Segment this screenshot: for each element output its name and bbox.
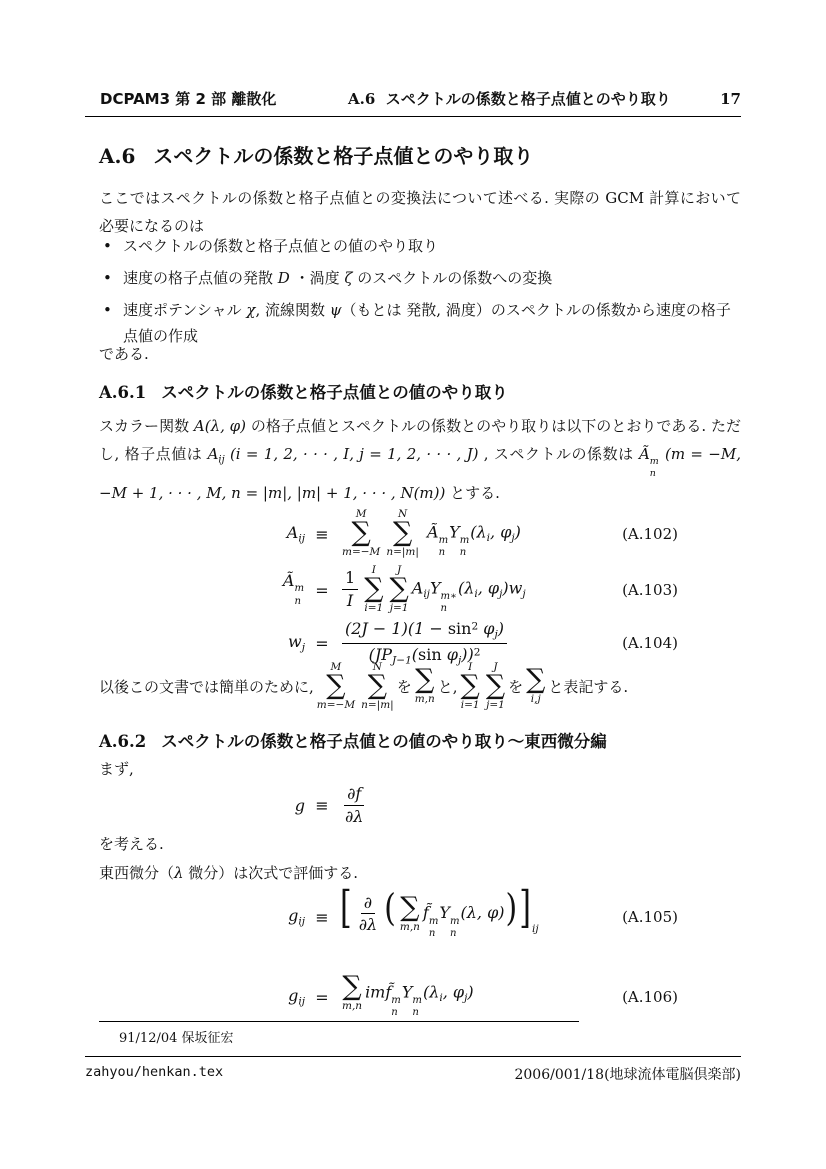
equation-rhs xyxy=(339,784,739,825)
list-item xyxy=(99,297,739,349)
sigma-symbol: ∑ xyxy=(389,573,409,605)
bullet-icon: • xyxy=(103,301,112,319)
numerator: ∂f xyxy=(344,784,364,805)
math-supsub: m n xyxy=(438,534,449,559)
math-subscript: ij xyxy=(531,923,539,936)
equation-a106 xyxy=(99,971,739,1020)
equation-lhs: $g_{ij}$ xyxy=(288,906,305,928)
left-paren: ( xyxy=(384,886,396,931)
summation: I ∑ i=1 xyxy=(460,661,480,711)
math-supsub: m n xyxy=(412,994,422,1019)
subsection-number: A.6.2 xyxy=(99,732,147,751)
section-title: スペクトルの係数と格子点値とのやり取り xyxy=(153,144,534,168)
math-var: D xyxy=(277,269,290,287)
notation-paragraph xyxy=(99,658,741,714)
body-text: を考える. xyxy=(99,835,164,853)
sigma-symbol: ∑ xyxy=(485,670,506,702)
equation-lhs: $A_{ij}$ xyxy=(286,523,305,545)
denominator: ($JP_{J-1}(\sin$ $\varphi_j))^2$ xyxy=(368,644,481,667)
summation: ∑ m,n xyxy=(414,664,435,705)
list-item-text: 速度ポテンシャル χ, 流線関数 ψ（もとは 発散, 渦度）のスペクトルの係数から速度の格子点値の作成 xyxy=(123,301,731,345)
subsection-heading-a61 xyxy=(99,379,508,403)
notation-text: を xyxy=(396,677,412,696)
equation-rhs: ∑ m,n imf̃ m n Y m n ($\lambda_i$, $\varphi_j$) xyxy=(342,971,474,1019)
list-item-text: 速度の格子点値の発散 D ・渦度 ζ のスペクトルの係数への変換 xyxy=(123,269,553,287)
math-supsub: m n xyxy=(649,455,659,479)
equation-a103 xyxy=(99,562,739,618)
equation-lhs: $w_j$ xyxy=(288,632,305,654)
body-paragraph: スカラー関数 A(λ, φ) の格子点値とスペクトルの係数とのやり取りは以下のとおりである. ただし, 格子点値は $A_{ij}$ (i = 1, 2, · · · , I, j = 1, 2, · · · , J) , スペクトルの係数は Ã m n (m = −M, −M + 1, · · · , M, n = |m|, |m| + 1, · · · , N(m)) とする. xyxy=(99,417,741,503)
summation: J ∑ j=1 xyxy=(389,564,409,614)
sigma-symbol: ∑ xyxy=(460,670,480,702)
header-section-number: A.6 xyxy=(348,90,376,108)
equation-a105 xyxy=(99,883,739,946)
left-bracket: [ xyxy=(340,883,352,935)
equation-a102 xyxy=(99,506,739,562)
math-var: A xyxy=(207,445,219,463)
summation: ∑ m,n xyxy=(342,971,363,1012)
summation: N ∑ n=|m| xyxy=(361,661,394,711)
math-supsub: m n xyxy=(391,994,401,1019)
relation-symbol: ≡ xyxy=(315,795,329,815)
math-supsub: m n xyxy=(428,915,439,940)
closing-text: である. xyxy=(99,345,149,363)
sigma-symbol: ∑ xyxy=(400,892,420,924)
sigma-symbol: ∑ xyxy=(392,517,413,549)
bullet-icon: • xyxy=(103,237,112,255)
right-bracket: ] xyxy=(519,883,531,935)
list-item-text: スペクトルの係数と格子点値との値のやり取り xyxy=(123,237,439,255)
math-var: λ xyxy=(174,864,184,882)
notation-text: と表記する. xyxy=(548,677,629,696)
summation: N ∑ n=|m| xyxy=(386,508,419,558)
relation-symbol: = xyxy=(315,633,329,653)
equation-g xyxy=(99,783,739,827)
math-expr: (i = 1, 2, · · · , I, j = 1, 2, · · · , J) xyxy=(224,445,479,463)
header-page-number: 17 xyxy=(720,90,741,108)
math-expr: A(λ, φ) xyxy=(193,417,247,435)
equation-rhs: M ∑ m=−M N ∑ n=|m| Ã m n Y m n ($\lambda_i$, $\varphi_j$) xyxy=(342,508,521,559)
page-footer xyxy=(85,1056,741,1084)
header-center xyxy=(348,88,671,109)
math-var: ψ xyxy=(329,301,342,319)
header-section-title: スペクトルの係数と格子点値とのやり取り xyxy=(385,90,671,108)
relation-symbol: = xyxy=(315,987,329,1007)
math-subscript: ij xyxy=(218,454,225,466)
footer-credit: 2006/001/18(地球流体電脳倶楽部) xyxy=(514,1067,741,1083)
math-expr: (m = −M, −M + 1, · · · , M, n = |m|, |m| + 1, · · · , N(m)) xyxy=(99,445,741,503)
summation: M ∑ m=−M xyxy=(342,508,381,558)
lead-text: まず, xyxy=(99,760,134,778)
summation: I ∑ i=1 xyxy=(364,564,384,614)
sigma-symbol: ∑ xyxy=(326,670,346,702)
sigma-symbol: ∑ xyxy=(351,517,371,549)
equation-lhs: $g_{ij}$ xyxy=(288,986,305,1008)
math-supsub: m∗ n xyxy=(440,590,457,615)
relation-symbol: ≡ xyxy=(315,907,329,927)
denominator: ∂λ xyxy=(345,806,364,826)
fraction: $\frac{\partial}{\partial\lambda}$ xyxy=(358,893,378,935)
footer-filename: zahyou/henkan.tex xyxy=(85,1064,224,1080)
numerator: $(2J - 1)(1 - \sin^2 \varphi_j)$ xyxy=(342,619,507,643)
summation: J ∑ j=1 xyxy=(485,661,506,711)
subsection-title: スペクトルの係数と格子点値との値のやり取り xyxy=(161,383,508,402)
header-left: DCPAM3 第 2 部 離散化 xyxy=(100,90,277,108)
footnote xyxy=(99,1021,579,1046)
summation: ∑ i,j xyxy=(526,664,546,705)
fraction xyxy=(342,784,366,825)
relation-symbol: ≡ xyxy=(315,524,329,544)
sigma-symbol: ∑ xyxy=(364,573,384,605)
sigma-symbol: ∑ xyxy=(342,971,362,1003)
equation-number: (A.105) xyxy=(622,908,678,926)
footnote-text: 91/12/04 保坂征宏 xyxy=(119,1031,234,1046)
subsection-title: スペクトルの係数と格子点値との値のやり取り～東西微分編 xyxy=(161,732,607,751)
equation-number: (A.106) xyxy=(622,988,678,1006)
subsection-number: A.6.1 xyxy=(99,383,147,402)
list-item xyxy=(99,233,739,259)
list-item xyxy=(99,265,739,291)
right-paren: ) xyxy=(505,886,518,931)
sigma-symbol: ∑ xyxy=(526,664,546,696)
equation-number: (A.102) xyxy=(622,525,678,543)
relation-symbol: = xyxy=(315,580,329,600)
equation-number: (A.103) xyxy=(622,581,678,599)
sigma-symbol: ∑ xyxy=(415,664,435,696)
math-supsub: m n xyxy=(294,583,304,608)
subsection-heading-a62 xyxy=(99,728,607,752)
section-number: A.6 xyxy=(99,144,136,168)
page-header xyxy=(85,88,741,117)
bullet-icon: • xyxy=(103,269,112,287)
summation: M ∑ m=−M xyxy=(316,661,356,711)
math-var: ζ xyxy=(344,269,353,287)
equation-number: (A.104) xyxy=(622,634,678,652)
summation: ∑ m,n xyxy=(399,892,420,933)
notation-text: と, xyxy=(437,677,458,696)
section-heading xyxy=(99,140,533,169)
bullet-list xyxy=(99,233,739,355)
fraction: $\frac{1}{I}$ xyxy=(342,568,358,609)
math-supsub: m n xyxy=(459,534,470,559)
equation-rhs: [ $\frac{\partial}{\partial\lambda}$ ( ∑ m,n f̃ m n Y m n (λ, $\varphi))]_{ij}$ xyxy=(340,883,539,940)
math-var: Ã xyxy=(638,445,650,463)
equation-lhs: Ã m n xyxy=(282,571,304,608)
equation-rhs: $\frac{1}{I}$ I ∑ i=1 J ∑ j=1 $A_{ij}Y$ m∗ n ($\lambda_i$, $\varphi_j)w_j$ xyxy=(339,564,739,616)
math-var: χ xyxy=(246,301,256,319)
equation-lhs: g xyxy=(294,795,305,815)
notation-text: 以後この文書では簡単のために, xyxy=(99,677,314,696)
math-supsub: m n xyxy=(449,915,460,940)
body-text: 東西微分（λ 微分）は次式で評価する. xyxy=(99,864,359,882)
sigma-symbol: ∑ xyxy=(367,670,388,702)
notation-text: を xyxy=(508,677,524,696)
intro-paragraph: ここではスペクトルの係数と格子点値との変換法について述べる. 実際の GCM 計算において必要になるのは xyxy=(99,189,741,235)
